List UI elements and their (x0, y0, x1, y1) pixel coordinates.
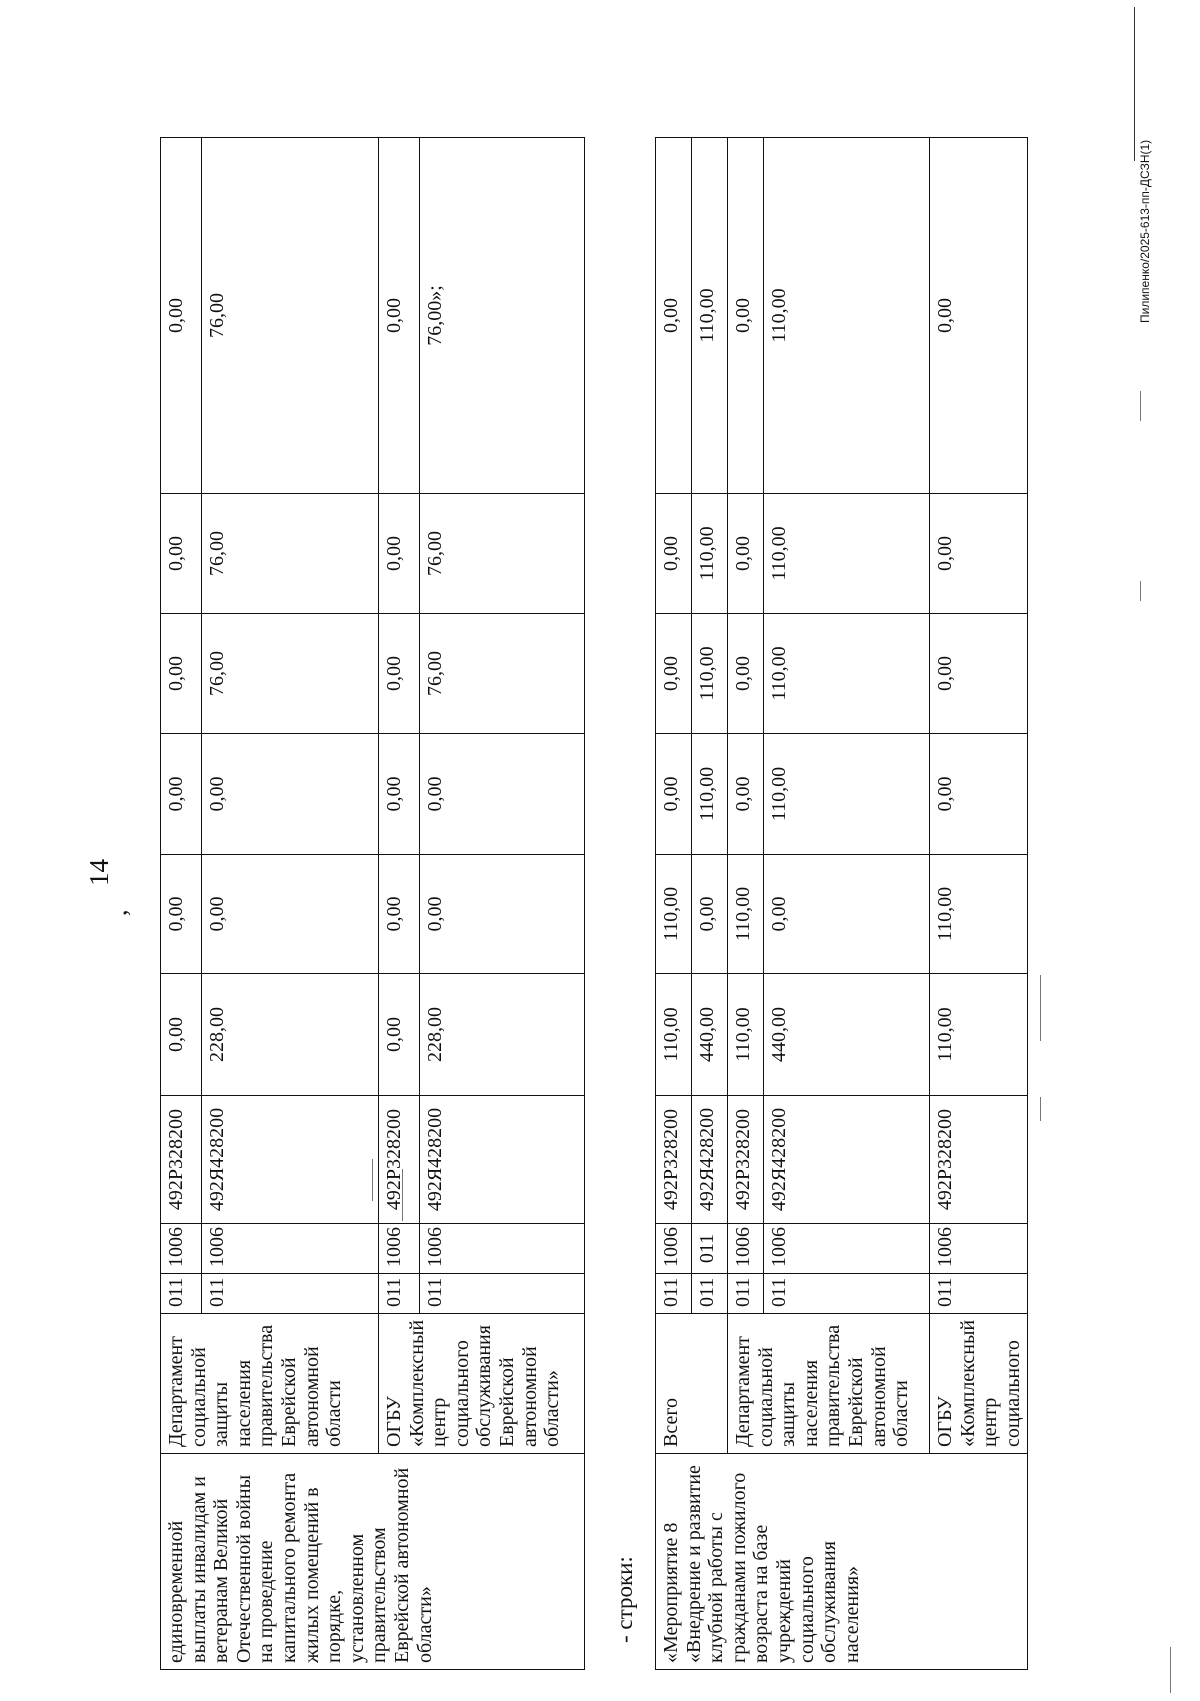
amount-cell: 0,00 (728, 734, 764, 855)
amount-cell: 76,00 (202, 614, 379, 734)
grbs-code: 011 (161, 1274, 202, 1314)
amount-cell: 0,00 (728, 494, 764, 614)
target-article-code: 492Я428200 (692, 1096, 728, 1224)
target-article-code: 492Р328200 (728, 1096, 764, 1224)
amount-cell: 0,00 (379, 614, 420, 734)
amount-cell: 0,00 (202, 734, 379, 855)
amount-cell: 0,00 (161, 614, 202, 734)
amount-cell: 110,00 (930, 974, 1028, 1096)
amount-cell: 0,00 (379, 734, 420, 855)
target-article-code: 492Р328200 (930, 1096, 1028, 1224)
amount-cell: 0,00 (420, 855, 585, 974)
budget-table-event-8 (655, 137, 1028, 1670)
section-code: 1006 (161, 1224, 202, 1274)
amount-cell: 110,00 (728, 855, 764, 974)
grbs-code: 011 (728, 1274, 764, 1314)
section-code: 011 (692, 1224, 728, 1274)
scan-artifact (1170, 1647, 1171, 1693)
scan-artifact (1140, 581, 1141, 601)
page-number: 14 (84, 859, 114, 886)
amount-cell: 0,00 (656, 614, 692, 734)
table-row (728, 138, 764, 1670)
budget-table-event-7 (160, 137, 585, 1670)
target-article-code: 492Я428200 (420, 1096, 585, 1224)
grbs-code: 011 (420, 1274, 585, 1314)
amount-cell: 440,00 (692, 974, 728, 1096)
amount-cell: 110,00 (656, 974, 692, 1096)
amount-cell: 110,00 (930, 855, 1028, 974)
scan-artifact (372, 1159, 373, 1201)
grbs-code: 011 (930, 1274, 1028, 1314)
table-row (930, 138, 1028, 1670)
amount-cell: 0,00 (692, 855, 728, 974)
event-description: единовременной выплаты инвалидам и ветеранам Великой Отечественной войны на проведение капитального ремонта жилых помещений в порядке, установленном правительством Еврейской автономной области» (161, 1454, 585, 1670)
amount-cell: 0,00 (728, 138, 764, 494)
event-description: «Мероприятие 8 «Внедрение и развитие клубной работы с гражданами пожилого возраста на базе учреждений социального обслуживания населения» (656, 1454, 1028, 1670)
amount-cell: 0,00 (161, 138, 202, 494)
scan-artifact (1140, 391, 1141, 421)
target-article-code: 492Р328200 (656, 1096, 692, 1224)
amount-cell: 76,00 (420, 494, 585, 614)
amount-cell: 228,00 (420, 974, 585, 1096)
grbs-code: 011 (656, 1274, 692, 1314)
target-article-code: 492Я428200 (764, 1096, 930, 1224)
table-row (161, 138, 202, 1670)
grbs-code: 011 (379, 1274, 420, 1314)
amount-cell: 0,00 (202, 855, 379, 974)
amount-cell: 0,00 (379, 138, 420, 494)
amount-cell: 0,00 (379, 855, 420, 974)
amount-cell: 110,00 (692, 138, 728, 494)
amount-cell: 76,00 (202, 494, 379, 614)
section-code: 1006 (420, 1224, 585, 1274)
grbs-code: 011 (692, 1274, 728, 1314)
target-article-code: 492Р328200 (379, 1096, 420, 1224)
amount-cell: 0,00 (161, 855, 202, 974)
target-article-code: 492Р328200 (161, 1096, 202, 1224)
amount-cell: 0,00 (764, 855, 930, 974)
table-row (379, 138, 420, 1670)
executor-name: Департамент социальной защиты населения правительства Еврейской автономной области (161, 1314, 379, 1454)
page-dot: , (103, 909, 132, 916)
amount-cell: 228,00 (202, 974, 379, 1096)
amount-cell: 110,00 (692, 614, 728, 734)
target-article-code: 492Я428200 (202, 1096, 379, 1224)
section-code: 1006 (764, 1224, 930, 1274)
amount-cell: 110,00 (692, 494, 728, 614)
section-code: 1006 (930, 1224, 1028, 1274)
amount-cell: 0,00 (379, 494, 420, 614)
amount-cell: 0,00 (161, 734, 202, 855)
grbs-code: 011 (764, 1274, 930, 1314)
executor-name: ОГБУ «Комплексный центр социального обслуживания Еврейской автономной области» (379, 1314, 585, 1454)
amount-cell: 0,00 (161, 494, 202, 614)
amount-cell: 0,00 (930, 734, 1028, 855)
amount-cell: 110,00 (656, 855, 692, 974)
amount-cell: 76,00 (202, 138, 379, 494)
amount-cell: 110,00 (764, 494, 930, 614)
scan-artifact (1040, 975, 1041, 1041)
section-code: 1006 (728, 1224, 764, 1274)
amount-cell: 0,00 (420, 734, 585, 855)
section-code: 1006 (202, 1224, 379, 1274)
amount-cell: 110,00 (764, 138, 930, 494)
amount-cell: 0,00 (161, 974, 202, 1096)
amount-cell: 110,00 (692, 734, 728, 855)
amount-cell: 0,00 (930, 138, 1028, 494)
amount-cell: 0,00 (656, 494, 692, 614)
scan-artifact (402, 1169, 403, 1221)
amount-cell: 440,00 (764, 974, 930, 1096)
executor-name: Всего (656, 1314, 728, 1454)
amount-cell: 76,00»; (420, 138, 585, 494)
amount-cell: 0,00 (930, 494, 1028, 614)
amount-cell: 0,00 (728, 614, 764, 734)
amount-cell: 0,00 (656, 138, 692, 494)
amount-cell: 110,00 (764, 734, 930, 855)
amount-cell: 0,00 (930, 614, 1028, 734)
amount-cell: 0,00 (656, 734, 692, 855)
executor-name: ОГБУ «Комплексный центр социального (930, 1314, 1028, 1454)
reference-rule (1134, 7, 1135, 161)
executor-name: Департамент социальной защиты населения правительства Еврейской автономной области (728, 1314, 930, 1454)
scan-artifact (1040, 1097, 1041, 1121)
section-code: 1006 (379, 1224, 420, 1274)
document-reference: Пилипенко/2025-613-пп-ДСЗН(1) (1138, 139, 1152, 323)
section-label: - строки: (612, 1556, 637, 1643)
table-row (656, 138, 692, 1670)
amount-cell: 110,00 (764, 614, 930, 734)
section-code: 1006 (656, 1224, 692, 1274)
amount-cell: 76,00 (420, 614, 585, 734)
amount-cell: 110,00 (728, 974, 764, 1096)
grbs-code: 011 (202, 1274, 379, 1314)
amount-cell: 0,00 (379, 974, 420, 1096)
